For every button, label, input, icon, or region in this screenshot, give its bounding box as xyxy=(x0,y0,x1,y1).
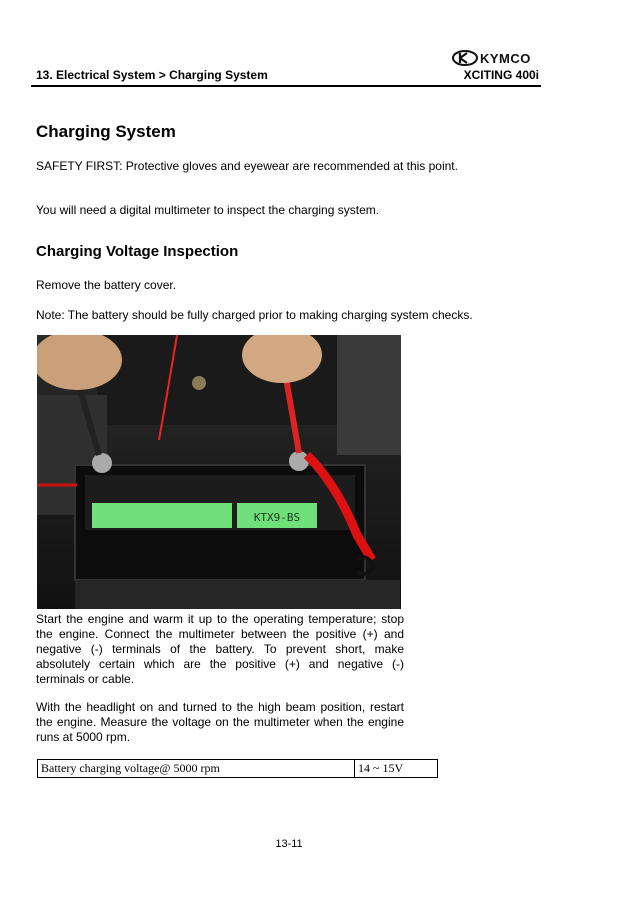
section-breadcrumb: 13. Electrical System > Charging System xyxy=(36,68,268,82)
step-remove-cover: Remove the battery cover. xyxy=(36,278,177,292)
table-row xyxy=(38,760,438,778)
kymco-logo-icon xyxy=(452,50,478,66)
header-divider xyxy=(31,85,541,87)
measure-voltage-paragraph: With the headlight on and turned to the high beam position, restart the engine. Measure the voltage on the multimeter when the engine runs at 5000 rpm. xyxy=(36,700,404,744)
spec-label: Battery charging voltage@ 5000 rpm xyxy=(38,760,355,778)
page-title: Charging System xyxy=(36,122,176,141)
spec-value: 14 ~ 15V xyxy=(355,760,438,778)
safety-note: SAFETY FIRST: Protective gloves and eyewear are recommended at this point. xyxy=(36,159,458,173)
spec-table xyxy=(37,759,438,778)
kymco-logo xyxy=(452,50,531,66)
brand-name: KYMCO xyxy=(480,50,531,66)
page-number: 13-11 xyxy=(275,838,303,850)
section-subtitle: Charging Voltage Inspection xyxy=(36,243,239,260)
tool-note: You will need a digital multimeter to inspect the charging system. xyxy=(36,203,380,217)
battery-model-label: KTX9-BS xyxy=(253,511,301,524)
charge-note: Note: The battery should be fully charged prior to making charging system checks. xyxy=(36,308,473,322)
model-name: XCITING 400i xyxy=(463,68,539,82)
page-header xyxy=(36,68,539,84)
battery-photo xyxy=(37,335,401,609)
connect-multimeter-paragraph: Start the engine and warm it up to the operating temperature; stop the engine. Connect the multimeter between the positive (+) and negative (-) terminals of the battery. To prevent short, make absolutely certain which are the positive (+) and negative (-) terminals or cable. xyxy=(36,612,404,686)
